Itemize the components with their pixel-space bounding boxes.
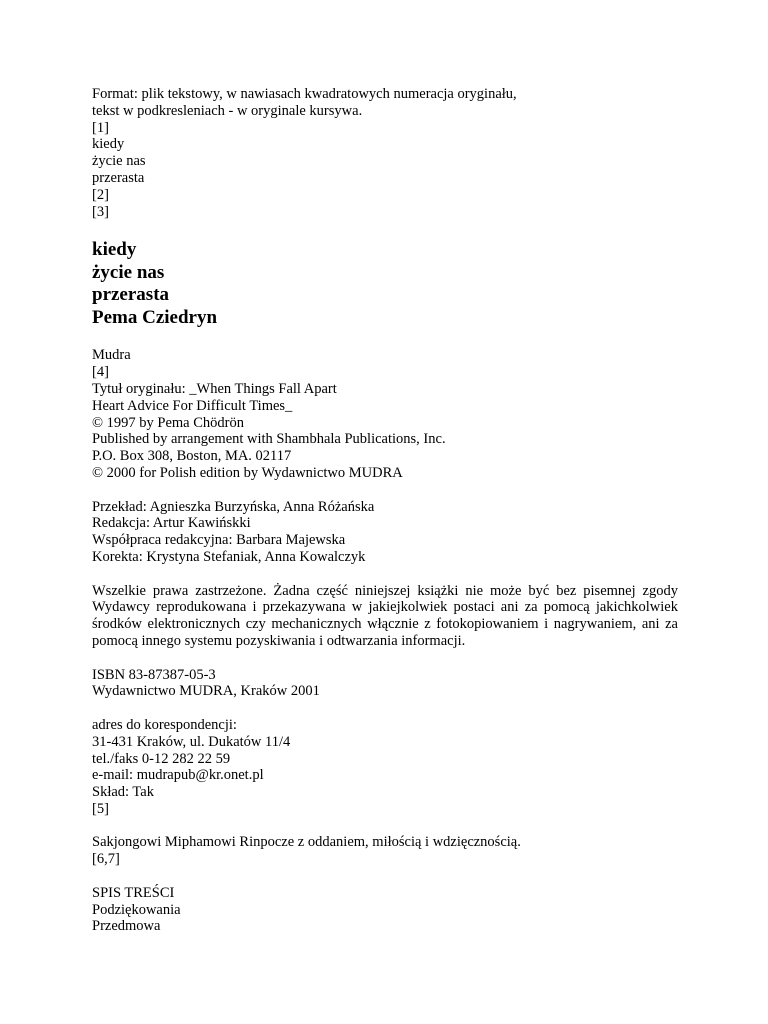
- publication-info: [92, 347, 678, 481]
- contact-line: 31-431 Kraków, ul. Dukatów 11/4: [92, 733, 291, 750]
- publisher-line: Wydawnictwo MUDRA, Kraków 2001: [92, 683, 320, 700]
- toc-item: Podziękowania: [92, 901, 181, 918]
- rights-paragraph: Wszelkie prawa zastrzeżone. Żadna część niniejszej książki nie może być bez pisemnej zgody Wydawcy reprodukowana i przekazywana w jakiejkolwiek postaci ani za pomocą jakichkolwiek środków elektronicznych czy mechanicznych włącznie z fotokopiowaniem i nagrywaniem, ani za pomocą innego systemu pozyskiwania i odtwarzania informacji.: [92, 582, 678, 649]
- format-note-line: Format: plik tekstowy, w nawiasach kwadratowych numeracja oryginału,: [92, 86, 517, 102]
- format-note-line: życie nas: [92, 153, 146, 170]
- page-marker: [4]: [92, 364, 109, 381]
- dedication-line: Sakjongowi Miphamowi Rinpocze z oddaniem, miłością i wdzięcznością.: [92, 834, 521, 851]
- isbn-info: [92, 667, 678, 701]
- original-subtitle: Heart Advice For Difficult Times_: [92, 397, 293, 414]
- isbn-line: ISBN 83-87387-05-3: [92, 666, 216, 683]
- page-marker: [5]: [92, 800, 109, 817]
- contact-info: [92, 717, 678, 818]
- rights-notice: [92, 583, 678, 650]
- original-title: Tytuł oryginału: _When Things Fall Apart: [92, 380, 337, 397]
- page-marker: [6,7]: [92, 851, 120, 868]
- title-line: kiedy: [92, 239, 137, 261]
- title-line: życie nas: [92, 261, 165, 283]
- copyright-line: © 1997 by Pema Chödrön: [92, 414, 244, 431]
- format-note-line: przerasta: [92, 169, 145, 186]
- toc-heading: SPIS TREŚCI: [92, 884, 175, 901]
- document-page: [92, 86, 678, 935]
- credit-line: Korekta: Krystyna Stefaniak, Anna Kowalczyk: [92, 548, 366, 565]
- address-line: P.O. Box 308, Boston, MA. 02117: [92, 448, 292, 465]
- contact-line: Skład: Tak: [92, 784, 154, 801]
- email-line: e-mail: mudrapub@kr.onet.pl: [92, 767, 264, 784]
- contact-line: tel./faks 0-12 282 22 59: [92, 750, 231, 767]
- toc-item: Przedmowa: [92, 918, 161, 935]
- book-title: [92, 239, 678, 329]
- page-marker: [3]: [92, 203, 109, 220]
- table-of-contents: [92, 885, 678, 935]
- format-note-line: kiedy: [92, 136, 125, 153]
- title-line: przerasta: [92, 284, 170, 306]
- format-note-line: tekst w podkresleniach - w oryginale kursywa.: [92, 102, 363, 119]
- format-note: [92, 86, 678, 220]
- publisher-name: Mudra: [92, 347, 131, 364]
- page-marker: [2]: [92, 186, 109, 203]
- credit-line: Współpraca redakcyjna: Barbara Majewska: [92, 532, 346, 549]
- book-author: Pema Cziedryn: [92, 306, 218, 328]
- credit-line: Redakcja: Artur Kawińskki: [92, 515, 251, 532]
- contact-line: adres do korespondencji:: [92, 716, 237, 733]
- copyright-line: © 2000 for Polish edition by Wydawnictwo MUDRA: [92, 464, 403, 481]
- arrangement-line: Published by arrangement with Shambhala Publications, Inc.: [92, 431, 446, 448]
- page-marker: [1]: [92, 119, 109, 136]
- dedication: [92, 834, 678, 868]
- credit-line: Przekład: Agnieszka Burzyńska, Anna Różańska: [92, 498, 375, 515]
- credits: [92, 499, 678, 566]
